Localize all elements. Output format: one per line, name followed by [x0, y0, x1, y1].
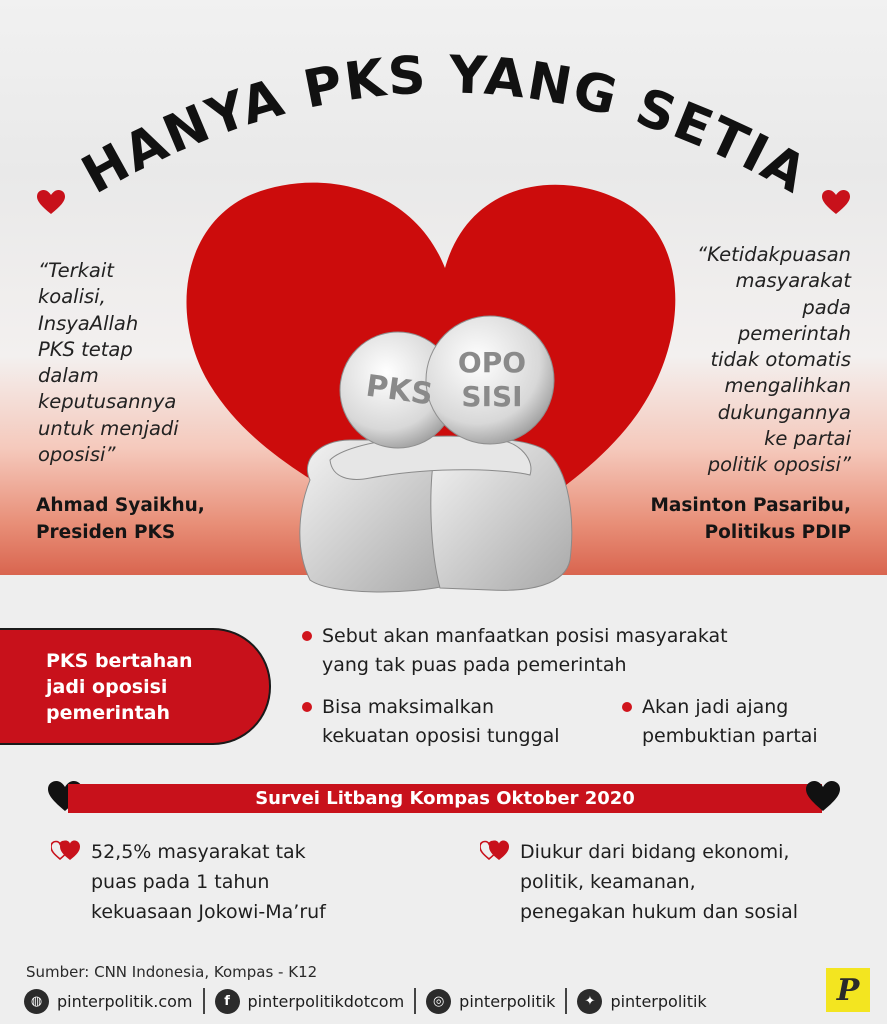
source-credit: Sumber: CNN Indonesia, Kompas - K12 — [26, 963, 318, 981]
pinterpolitik-logo: P — [826, 968, 870, 1012]
bullet-line: Sebut akan manfaatkan posisi masyarakat — [322, 625, 728, 647]
bullet-item — [302, 693, 560, 751]
quote-line: koalisi, — [38, 285, 106, 309]
footer-divider — [414, 988, 416, 1014]
bullet-line: Akan jadi ajang — [642, 696, 789, 718]
twitter-icon: ✦ — [577, 989, 602, 1014]
bullet-line: pembuktian partai — [642, 725, 818, 747]
bullet-dot-icon — [302, 702, 312, 712]
quote-line: oposisi” — [38, 443, 116, 467]
bullet-dot-icon — [302, 631, 312, 641]
bullet-line: Bisa maksimalkan — [322, 696, 495, 718]
speaker-role: Presiden PKS — [36, 522, 176, 543]
instagram-icon: ◎ — [426, 989, 451, 1014]
footer-website-link[interactable] — [24, 989, 193, 1014]
bullet-line: kekuatan oposisi tunggal — [322, 725, 560, 747]
facebook-icon: f — [215, 989, 240, 1014]
footer-link-text: pinterpolitik.com — [57, 991, 193, 1011]
quote-line: tidak otomatis — [710, 348, 851, 372]
two-figures-illustration — [290, 300, 590, 600]
survey-item — [91, 837, 326, 927]
survey-line: politik, keamanan, — [520, 871, 696, 893]
survey-item — [520, 837, 798, 927]
survey-line: 52,5% masyarakat tak — [91, 841, 306, 863]
small-heart-right-icon — [822, 190, 850, 216]
survey-line: puas pada 1 tahun — [91, 871, 270, 893]
footer-instagram-link[interactable] — [426, 989, 555, 1014]
survey-line: kekuasaan Jokowi-Ma’ruf — [91, 901, 326, 923]
quote-line: PKS tetap — [38, 337, 133, 361]
quote-line: InsyaAllah — [38, 311, 139, 335]
bullet-line: yang tak puas pada pemerintah — [322, 654, 627, 676]
small-heart-left-icon — [37, 190, 65, 216]
quote-line: dalam — [38, 364, 99, 388]
quote-line: mengalihkan — [724, 374, 851, 398]
figure-label-pks: PKS — [363, 368, 435, 413]
highlight-line: jadi oposisi — [46, 676, 168, 698]
quote-line: “Terkait — [38, 259, 114, 282]
survey-title: Survei Litbang Kompas Oktober 2020 — [255, 788, 635, 809]
survey-title-bar — [68, 784, 822, 813]
quote-line: pada — [802, 295, 851, 319]
title-arc — [0, 0, 887, 260]
speaker-name: Ahmad Syaikhu, — [36, 495, 205, 516]
svg-text:HANYA PKS YANG SETIA — [72, 45, 817, 206]
quote-line: untuk menjadi — [38, 416, 179, 440]
highlight-box — [0, 628, 271, 745]
bullet-item — [622, 693, 818, 751]
page-title: HANYA PKS YANG SETIA — [72, 45, 818, 206]
footer-social-links — [24, 985, 707, 1017]
survey-line: Diukur dari bidang ekonomi, — [520, 841, 790, 863]
footer-facebook-link[interactable] — [215, 989, 405, 1014]
quote-line: pemerintah — [737, 321, 851, 345]
figure-label-opo: OPO — [457, 346, 527, 379]
bullet-dot-icon — [622, 702, 632, 712]
highlight-line: pemerintah — [46, 702, 171, 724]
bullet-item — [302, 622, 728, 680]
speaker-right — [650, 492, 851, 546]
quote-line: keputusannya — [38, 390, 177, 414]
quote-line: dukungannya — [717, 400, 851, 424]
highlight-line: PKS bertahan — [46, 650, 193, 672]
speaker-role: Politikus PDIP — [704, 522, 851, 543]
quote-line: politik oposisi” — [707, 453, 851, 477]
speaker-left — [36, 492, 205, 546]
quote-right — [641, 242, 851, 479]
figure-label-sisi: SISI — [461, 380, 523, 413]
footer-twitter-link[interactable] — [577, 989, 706, 1014]
survey-line: penegakan hukum dan sosial — [520, 901, 799, 923]
quote-line: masyarakat — [735, 269, 851, 293]
footer-link-text: pinterpolitik — [459, 991, 556, 1011]
footer-divider — [203, 988, 205, 1014]
footer-divider — [565, 988, 567, 1014]
footer-link-text: pinterpolitik — [610, 991, 707, 1011]
quote-left — [38, 258, 238, 468]
footer-link-text: pinterpolitikdotcom — [247, 991, 405, 1011]
globe-icon: ◍ — [24, 989, 49, 1014]
quote-line: “Ketidakpuasan — [696, 243, 851, 266]
black-heart-right-icon — [806, 781, 840, 813]
speaker-name: Masinton Pasaribu, — [650, 495, 851, 516]
double-heart-icon — [51, 839, 81, 861]
quote-line: ke partai — [764, 427, 851, 451]
double-heart-icon — [480, 839, 510, 861]
